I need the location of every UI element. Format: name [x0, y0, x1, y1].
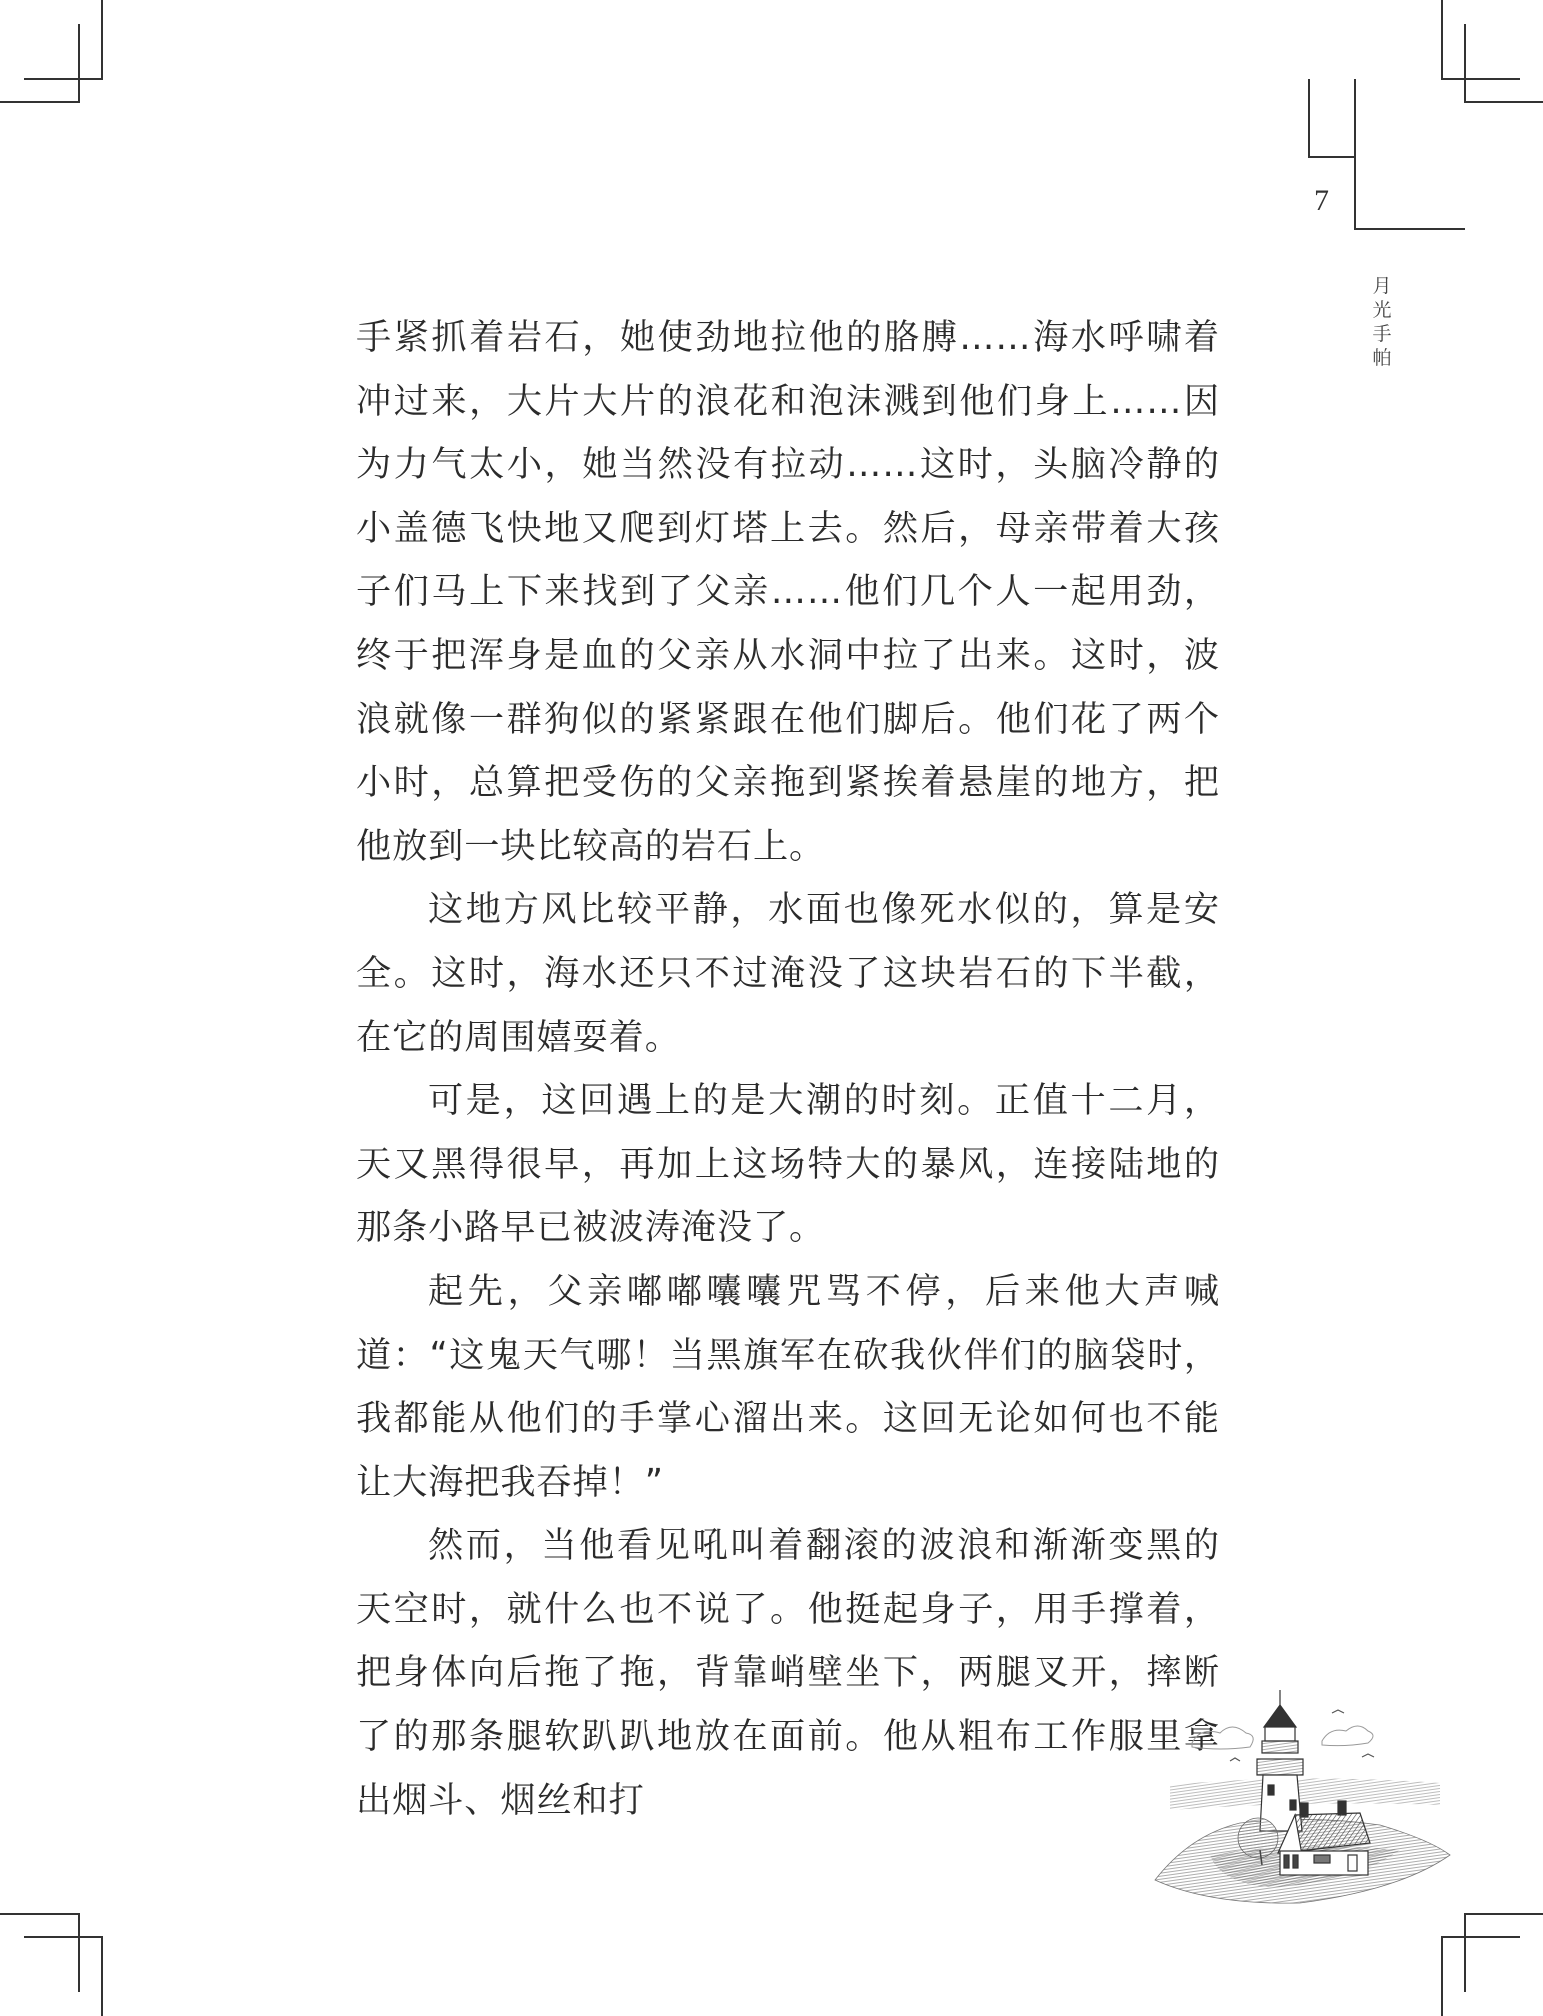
crop-mark-bottom-right-outer-v [1464, 1913, 1466, 1992]
page-bracket-bottom-h [1354, 228, 1465, 230]
running-header-char: 光 [1372, 299, 1392, 321]
crop-mark-top-left-outer-v [101, 0, 103, 79]
crop-mark-bottom-right-outer-h [1464, 1913, 1543, 1915]
paragraph: 这地方风比较平静，水面也像死水似的，算是安全。这时，海水还只不过淹没了这块岩石的下半截，在它的周围嬉耍着。 [356, 889, 1220, 1058]
lighthouse-sketch [1257, 1690, 1303, 1831]
cloud-sketch [1192, 1727, 1253, 1749]
running-header [1370, 274, 1394, 370]
cloud-sketch [1322, 1726, 1373, 1746]
page-bracket-left-h [1308, 156, 1355, 158]
running-header-char: 月 [1372, 275, 1392, 297]
body-text [356, 306, 1220, 1832]
lighthouse-illustration [1150, 1655, 1480, 1940]
page-bracket-left-v [1308, 79, 1310, 158]
seagull-sketch [1230, 1758, 1240, 1761]
crop-mark-top-left-inner-v [78, 24, 80, 103]
crop-mark-bottom-left-outer-h [0, 1913, 79, 1915]
crop-mark-top-left-outer-h [24, 78, 103, 80]
crop-mark-top-left-inner-h [0, 101, 79, 103]
seagull-sketch [1362, 1754, 1374, 1757]
crop-mark-top-right-outer-v [1441, 0, 1443, 79]
crop-mark-top-right-inner-v [1464, 24, 1466, 103]
crop-mark-bottom-left-inner-h [24, 1936, 103, 1938]
tree-sketch [1238, 1818, 1278, 1858]
crop-mark-top-right-outer-h [1441, 78, 1520, 80]
crop-mark-top-right-inner-h [1464, 101, 1543, 103]
crop-mark-bottom-right-inner-h [1441, 1936, 1520, 1938]
paragraph: 然而，当他看见吼叫着翻滚的波浪和渐渐变黑的天空时，就什么也不说了。他挺起身子，用手撑着，把身体向后拖了拖，背靠峭壁坐下，两腿叉开，摔断了的那条腿软趴趴地放在面前。他从粗布工作服里拿出烟斗、烟丝和打 [356, 1525, 1220, 1821]
paragraph: 手紧抓着岩石，她使劲地拉他的胳膊……海水呼啸着冲过来，大片大片的浪花和泡沫溅到他们身上……因为力气太小，她当然没有拉动……这时，头脑冷静的小盖德飞快地又爬到灯塔上去。然后，母亲带着大孩子们马上下来找到了父亲……他们几个人一起用劲，终于把浑身是血的父亲从水洞中拉了出来。这时，波浪就像一群狗似的紧紧跟在他们脚后。他们花了两个小时，总算把受伤的父亲拖到紧挨着悬崖的地方，把他放到一块比较高的岩石上。 [356, 317, 1220, 867]
seagull-sketch [1332, 1710, 1344, 1713]
running-header-char: 帕 [1372, 347, 1392, 369]
page-number: 7 [1314, 184, 1329, 217]
crop-mark-bottom-left-inner-v [101, 1936, 103, 2016]
running-header-char: 手 [1372, 323, 1392, 345]
paragraph: 可是，这回遇上的是大潮的时刻。正值十二月，天又黑得很早，再加上这场特大的暴风，连接陆地的那条小路早已被波涛淹没了。 [356, 1080, 1220, 1249]
paragraph: 起先，父亲嘟嘟囔囔咒骂不停，后来他大声喊道：“这鬼天气哪！当黑旗军在砍我伙伴们的脑袋时，我都能从他们的手掌心溜出来。这回无论如何也不能让大海把我吞掉！” [356, 1270, 1220, 1503]
crop-mark-bottom-left-outer-v [78, 1913, 80, 1992]
crop-mark-bottom-right-inner-v [1441, 1936, 1443, 2016]
page-bracket-right-v [1354, 79, 1356, 230]
